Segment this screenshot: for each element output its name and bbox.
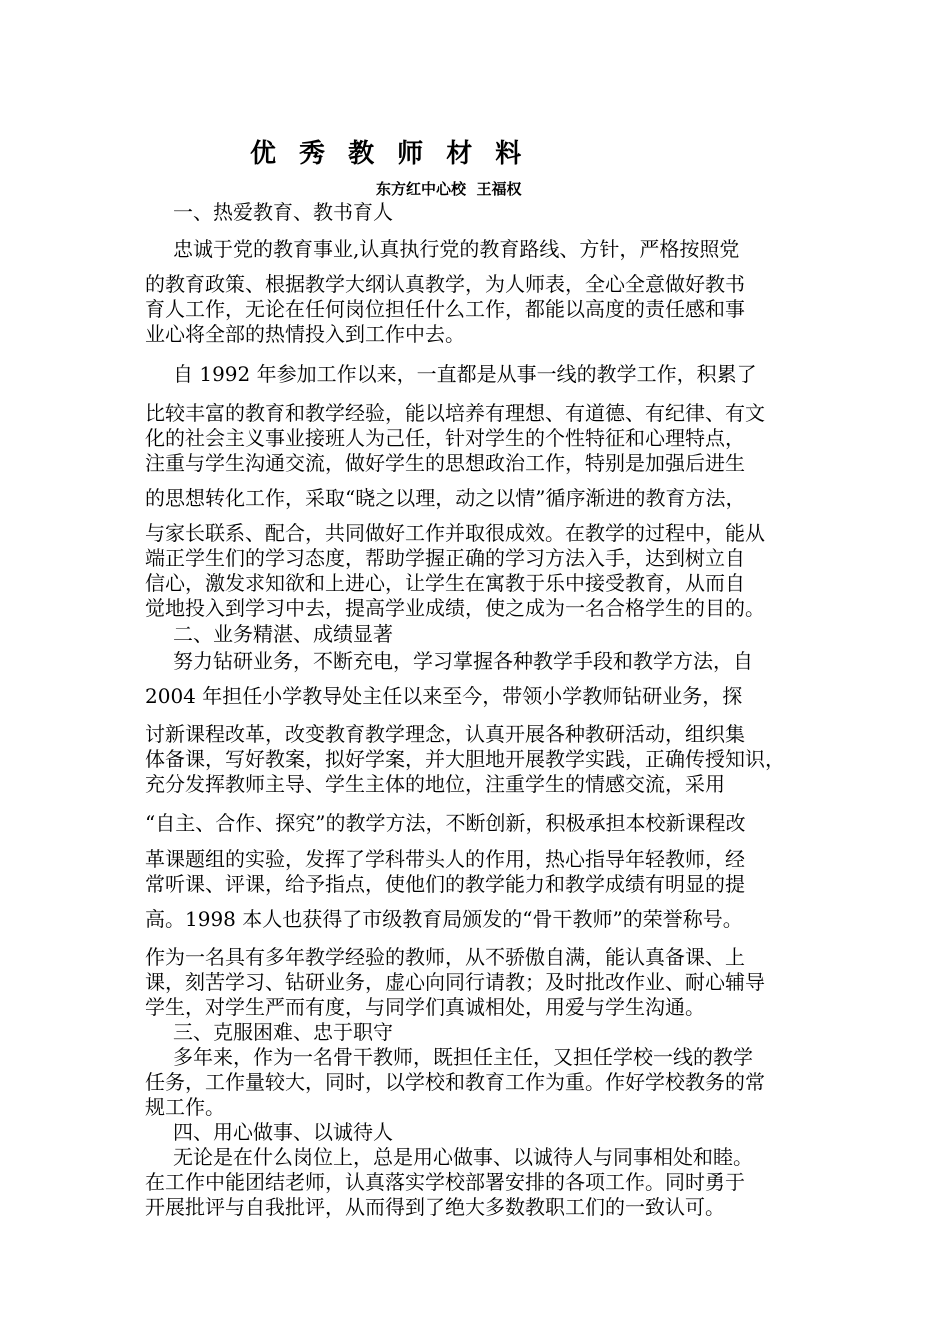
paragraph-line: 多年来，作为一名骨干教师，既担任主任，又担任学校一线的教学 (173, 1045, 753, 1069)
section-heading-3: 三、克服困难、忠于职守 (173, 1020, 393, 1044)
paragraph-line: 任务，工作量较大，同时，以学校和教育工作为重。作好学校教务的常 (145, 1070, 765, 1094)
paragraph-line: “自主、合作、探究”的教学方法，不断创新，积极承担本校新课程改 (145, 811, 746, 835)
paragraph-line: 革课题组的实验，发挥了学科带头人的作用，热心指导年轻教师，经 (145, 847, 745, 871)
paragraph-line: 的思想转化工作，采取“晓之以理，动之以情”循序渐进的教育方法， (145, 486, 746, 510)
paragraph-line: 体备课，写好教案，拟好学案，并大胆地开展教学实践，正确传授知识， (145, 747, 785, 771)
paragraph-line: 讨新课程改革，改变教育教学理念，认真开展各种教研活动，组织集 (145, 722, 745, 746)
paragraph-line: 觉地投入到学习中去，提高学业成绩，使之成为一名合格学生的目的。 (145, 596, 765, 620)
paragraph-line: 忠诚于党的教育事业,认真执行党的教育路线、方针，严格按照党 (173, 237, 740, 261)
paragraph-line: 规工作。 (145, 1095, 225, 1119)
paragraph-line: 比较丰富的教育和教学经验，能以培养有理想、有道德、有纪律、有文 (145, 401, 765, 425)
paragraph-line: 高。1998 本人也获得了市级教育局颁发的“骨干教师”的荣誉称号。 (145, 907, 743, 931)
paragraph-line: 业心将全部的热情投入到工作中去。 (145, 322, 465, 346)
paragraph-line: 自 1992 年参加工作以来，一直都是从事一线的教学工作，积累了 (173, 362, 757, 386)
paragraph-line: 与家长联系、配合，共同做好工作并取很成效。在教学的过程中，能从 (145, 521, 765, 545)
paragraph-line: 课，刻苦学习、钻研业务，虚心向同行请教；及时批改作业、耐心辅导 (145, 970, 765, 994)
paragraph-line: 信心，激发求知欲和上进心，让学生在寓教于乐中接受教育，从而自 (145, 571, 745, 595)
paragraph-line: 努力钻研业务，不断充电，学习掌握各种教学手段和教学方法，自 (173, 649, 753, 673)
paragraph-line: 育人工作，无论在任何岗位担任什么工作，都能以高度的责任感和事 (145, 297, 745, 321)
paragraph-line: 化的社会主义事业接班人为己任，针对学生的个性特征和心理特点， (145, 426, 745, 450)
section-heading-4: 四、用心做事、以诚待人 (173, 1120, 393, 1144)
paragraph-line: 无论是在什么岗位上，总是用心做事、以诚待人与同事相处和睦。 (173, 1145, 753, 1169)
paragraph-line: 作为一名具有多年教学经验的教师，从不骄傲自满，能认真备课、上 (145, 945, 745, 969)
paragraph-line: 端正学生们的学习态度，帮助学握正确的学习方法入手，达到树立自 (145, 546, 745, 570)
author-line: 东方红中心校 王福权 (376, 180, 522, 198)
paragraph-line: 学生，对学生严而有度，与同学们真诚相处，用爱与学生沟通。 (145, 995, 705, 1019)
document-title: 优 秀 教 师 材 料 (250, 139, 529, 169)
paragraph-line: 2004 年担任小学教导处主任以来至今，带领小学教师钻研业务，探 (145, 684, 743, 708)
section-heading-1: 一、热爱教育、教书育人 (173, 200, 393, 224)
paragraph-line: 充分发挥教师主导、学生主体的地位，注重学生的情感交流，采用 (145, 772, 725, 796)
paragraph-line: 注重与学生沟通交流，做好学生的思想政治工作，特别是加强后进生 (145, 451, 745, 475)
paragraph-line: 在工作中能团结老师，认真落实学校部署安排的各项工作。同时勇于 (145, 1170, 745, 1194)
paragraph-line: 开展批评与自我批评，从而得到了绝大多数教职工们的一致认可。 (145, 1195, 725, 1219)
section-heading-2: 二、业务精湛、成绩显著 (173, 622, 393, 646)
paragraph-line: 常听课、评课，给予指点，使他们的教学能力和教学成绩有明显的提 (145, 872, 745, 896)
paragraph-line: 的教育政策、根据教学大纲认真教学，为人师表，全心全意做好教书 (145, 272, 745, 296)
